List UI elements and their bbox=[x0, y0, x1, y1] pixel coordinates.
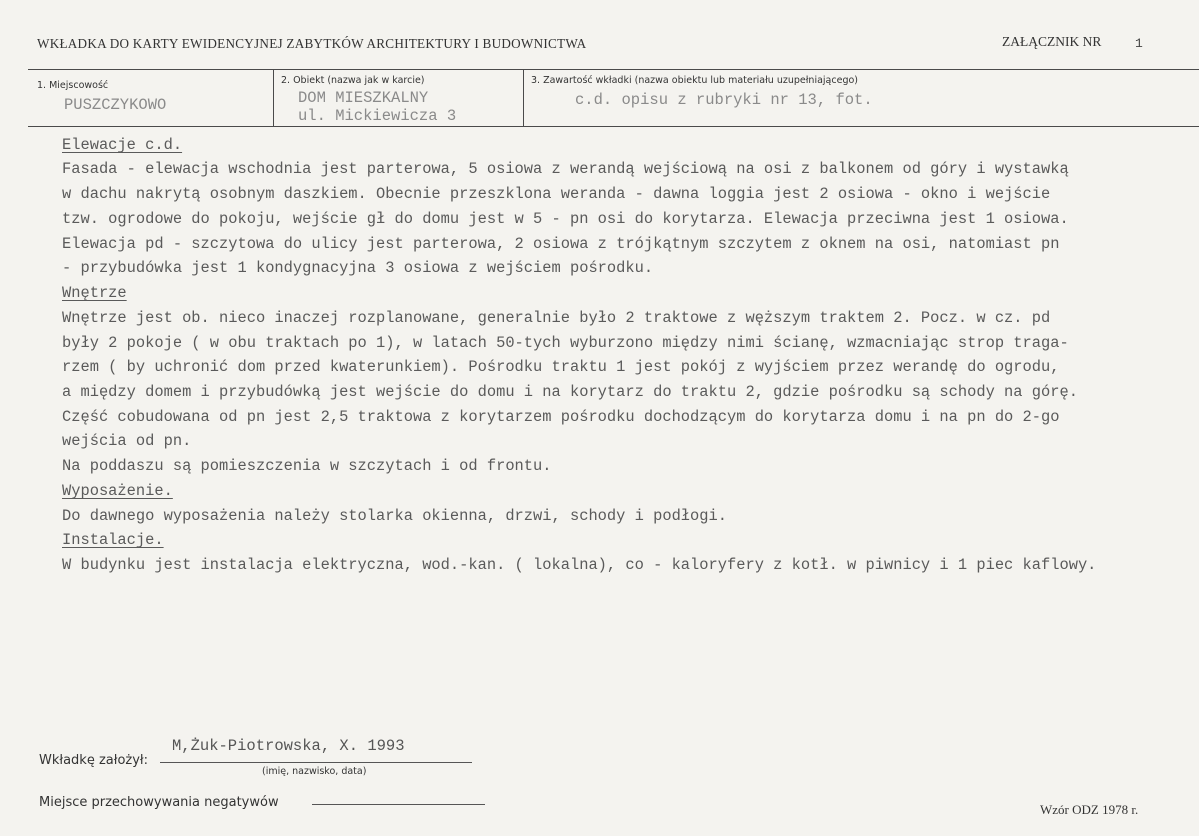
body-text-line: Elewacja pd - szczytowa do ulicy jest parterowa, 2 osiowa z trójkątnym szczytem z oknem na osi, natomiast pn bbox=[62, 235, 1060, 253]
header-top-rule bbox=[28, 69, 1199, 70]
body-text-line: Do dawnego wyposażenia należy stolarka okienna, drzwi, schody i podłogi. bbox=[62, 507, 727, 525]
body-text-line: tzw. ogrodowe do pokoju, wejście gł do domu jest w 5 - pn osi do korytarza. Elewacja przeciwna jest 1 osiowa. bbox=[62, 210, 1069, 228]
locality-value: PUSZCZYKOWO bbox=[64, 96, 167, 114]
body-text-line: Fasada - elewacja wschodnia jest parterowa, 5 osiowa z werandą wejściową na osi z balkonem od góry i wystawką bbox=[62, 160, 1069, 178]
object-value-line-1: DOM MIESZKALNY bbox=[298, 89, 429, 107]
object-value-line-2: ul. Mickiewicza 3 bbox=[298, 107, 457, 125]
negatives-storage-rule bbox=[312, 804, 485, 805]
content-label: 3. Zawartość wkładki (nazwa obiektu lub materiału uzupełniającego) bbox=[531, 75, 858, 86]
body-text-line: Na poddaszu są pomieszczenia w szczytach i od frontu. bbox=[62, 457, 552, 475]
founder-caption: (imię, nazwisko, data) bbox=[262, 766, 367, 777]
founder-rule bbox=[160, 762, 472, 763]
negatives-storage-label: Miejsce przechowywania negatywów bbox=[39, 795, 279, 810]
body-text-line: Część cobudowana od pn jest 2,5 traktowa z korytarzem pośrodku dochodzącym do korytarza domu i na pn do 2-go bbox=[62, 408, 1060, 426]
header-bottom-rule bbox=[28, 126, 1199, 127]
body-text-line: a między domem i przybudówką jest wejście do domu i na korytarz do traktu 2, gdzie pośrodku są schody na górę. bbox=[62, 383, 1078, 401]
body-text-line: - przybudówka jest 1 kondygnacyjna 3 osiowa z wejściem pośrodku. bbox=[62, 259, 654, 277]
form-title: WKŁADKA DO KARTY EWIDENCYJNEJ ZABYTKÓW ARCHITEKTURY I BUDOWNICTWA bbox=[37, 36, 587, 51]
content-value: c.d. opisu z rubryki nr 13, fot. bbox=[575, 91, 873, 109]
founder-value: M,Żuk-Piotrowska, X. 1993 bbox=[172, 737, 405, 755]
body-text-line: w dachu nakrytą osobnym daszkiem. Obecnie przeszklona weranda - dawna loggia jest 2 osiowa - okno i wejście bbox=[62, 185, 1051, 203]
body-text-line: W budynku jest instalacja elektryczna, wod.-kan. ( lokalna), co - kaloryfery z kotł. w piwnicy i 1 piec kaflowy. bbox=[62, 556, 1097, 574]
pattern-label: Wzór ODZ 1978 r. bbox=[1040, 802, 1139, 817]
body-text-line: Wnętrze jest ob. nieco inaczej rozplanowane, generalnie było 2 traktowe z węższym traktem 2. Pocz. w cz. pd bbox=[62, 309, 1051, 327]
section-heading-elevations: Elewacje c.d. bbox=[62, 136, 183, 154]
object-label: 2. Obiekt (nazwa jak w karcie) bbox=[281, 75, 425, 86]
body-text-line: wejścia od pn. bbox=[62, 432, 192, 450]
annex-number: 1 bbox=[1135, 36, 1143, 51]
annex-label: ZAŁĄCZNIK NR bbox=[1002, 34, 1102, 49]
section-heading-furnishings: Wyposażenie. bbox=[62, 482, 173, 500]
body-text-line: były 2 pokoje ( w obu traktach po 1), w latach 50-tych wyburzono między nimi ścianę, wzmacniając strop traga- bbox=[62, 334, 1069, 352]
founder-label: Wkładkę założył: bbox=[39, 753, 148, 768]
locality-label: 1. Miejscowość bbox=[37, 80, 109, 91]
body-text-line: rzem ( by uchronić dom przed kwaterunkiem). Pośrodku traktu 1 jest pokój z wyjściem przez werandę do ogrodu, bbox=[62, 358, 1060, 376]
field-divider-2 bbox=[523, 69, 524, 126]
field-divider-1 bbox=[273, 69, 274, 126]
section-heading-installations: Instalacje. bbox=[62, 531, 164, 549]
section-heading-interior: Wnętrze bbox=[62, 284, 127, 302]
